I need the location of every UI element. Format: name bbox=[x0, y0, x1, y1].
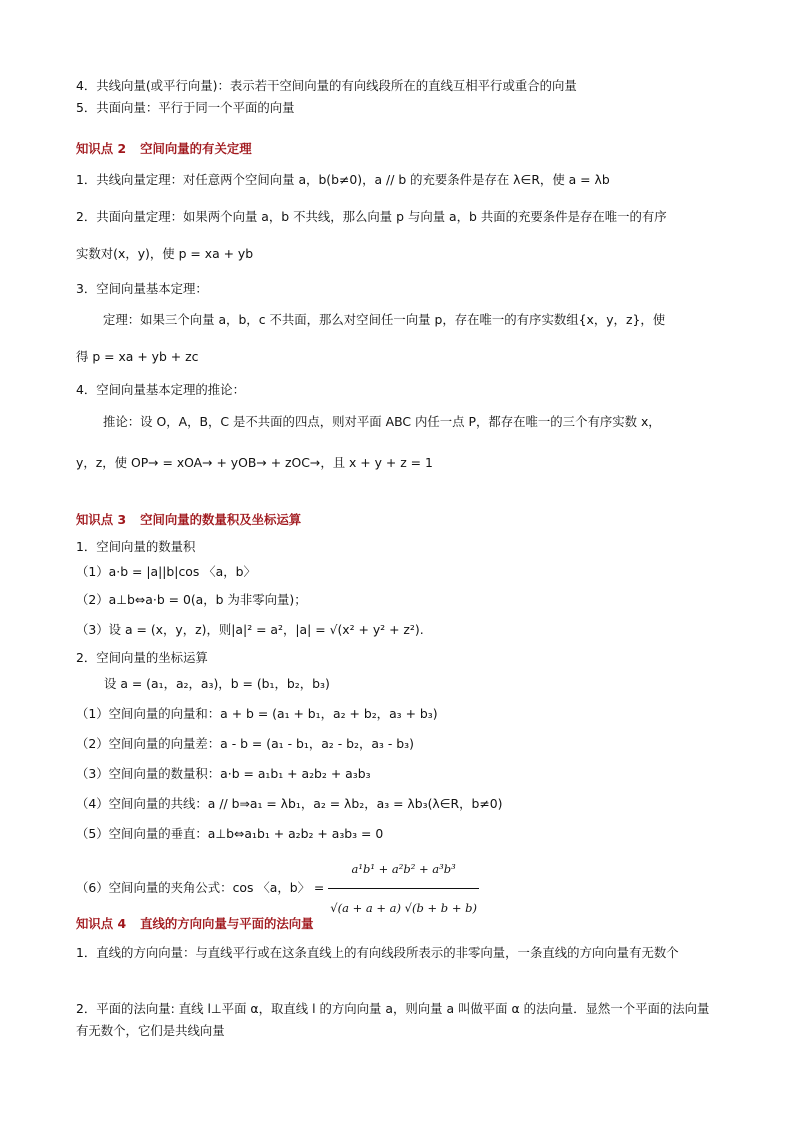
coplanar-vector-theorem: 2．共面向量定理：如果两个向量 a，b 不共线，那么向量 p 与向量 a，b 共面的充要条件是存在唯一的有序 bbox=[76, 209, 667, 224]
section-title: 空间向量的数量积及坐标运算 bbox=[140, 512, 302, 527]
coordinate-ops-heading: 2．空间向量的坐标运算 bbox=[76, 650, 208, 665]
collinear-vector-theorem: 1．共线向量定理：对任意两个空间向量 a，b(b≠0)，a // b 的充要条件是存在 λ∈R，使 a = λb bbox=[76, 172, 610, 187]
section-heading-kp3 bbox=[76, 511, 301, 529]
angle-formula-label: （6）空间向量的夹角公式：cos 〈a，b〉 = bbox=[76, 880, 325, 895]
fraction-numerator: a¹b¹ + a²b² + a³b³ bbox=[328, 851, 479, 889]
section-title: 直线的方向向量与平面的法向量 bbox=[140, 916, 314, 931]
dot-product-magnitude: （3）设 a = (x，y，z)，则|a|² = a²，|a| = √(x² + y² + z²). bbox=[76, 622, 424, 637]
coplanar-vector-theorem-cont: 实数对(x，y)，使 p = xa + yb bbox=[76, 246, 254, 261]
definition-coplanar-vectors: 5．共面向量：平行于同一个平面的向量 bbox=[76, 100, 295, 115]
vector-difference: （2）空间向量的向量差：a - b = (a₁ - b₁，a₂ - b₂，a₃ - b₃) bbox=[76, 736, 414, 751]
coordinate-setup: 设 a = (a₁，a₂，a₃)，b = (b₁，b₂，b₃) bbox=[104, 676, 330, 691]
dot-product-definition: （1）a·b = |a||b|cos 〈a，b〉 bbox=[76, 564, 256, 579]
section-number: 知识点 2 bbox=[76, 141, 127, 156]
basis-theorem-heading: 3．空间向量基本定理： bbox=[76, 281, 208, 296]
basis-corollary-heading: 4．空间向量基本定理的推论： bbox=[76, 382, 245, 397]
definition-collinear-vectors: 4．共线向量(或平行向量)：表示若干空间向量的有向线段所在的直线互相平行或重合的向量 bbox=[76, 78, 577, 93]
angle-formula-fraction bbox=[328, 851, 479, 926]
normal-vector-definition: 2．平面的法向量: 直线 l⊥平面 α，取直线 l 的方向向量 a，则向量 a 叫做平面 α 的法向量．显然一个平面的法向量有无数个，它们是共线向量 bbox=[76, 1001, 710, 1038]
basis-corollary-text-cont: y，z，使 OP→ = xOA→ + yOB→ + zOC→，且 x + y + z = 1 bbox=[76, 455, 433, 470]
section-number: 知识点 3 bbox=[76, 512, 127, 527]
basis-corollary-text: 推论：设 O，A，B，C 是不共面的四点，则对平面 ABC 内任一点 P，都存在唯一的三个有序实数 x， bbox=[103, 414, 661, 429]
dot-product-perpendicular: （2）a⊥b⇔a·b = 0(a，b 为非零向量)； bbox=[76, 592, 307, 607]
vector-perpendicular: （5）空间向量的垂直：a⊥b⇔a₁b₁ + a₂b₂ + a₃b₃ = 0 bbox=[76, 826, 384, 841]
basis-theorem-text: 定理：如果三个向量 a，b，c 不共面，那么对空间任一向量 p，存在唯一的有序实数组{x，y，z}，使 bbox=[103, 312, 666, 327]
section-heading-kp4 bbox=[76, 915, 314, 933]
section-title: 空间向量的有关定理 bbox=[140, 141, 252, 156]
section-heading-kp2 bbox=[76, 140, 252, 158]
vector-sum: （1）空间向量的向量和：a + b = (a₁ + b₁，a₂ + b₂，a₃ + b₃) bbox=[76, 706, 438, 721]
dot-product-heading: 1．空间向量的数量积 bbox=[76, 539, 196, 554]
vector-dot-product: （3）空间向量的数量积：a·b = a₁b₁ + a₂b₂ + a₃b₃ bbox=[76, 766, 371, 781]
basis-theorem-text-cont: 得 p = xa + yb + zc bbox=[76, 349, 199, 364]
section-number: 知识点 4 bbox=[76, 916, 127, 931]
vector-collinear: （4）空间向量的共线：a // b⇒a₁ = λb₁，a₂ = λb₂，a₃ = λb₃(λ∈R，b≠0) bbox=[76, 796, 503, 811]
fraction-denominator: √(a + a + a) √(b + b + b) bbox=[330, 901, 477, 915]
direction-vector-definition: 1．直线的方向向量：与直线平行或在这条直线上的有向线段所表示的非零向量，一条直线的方向向量有无数个 bbox=[76, 945, 679, 960]
